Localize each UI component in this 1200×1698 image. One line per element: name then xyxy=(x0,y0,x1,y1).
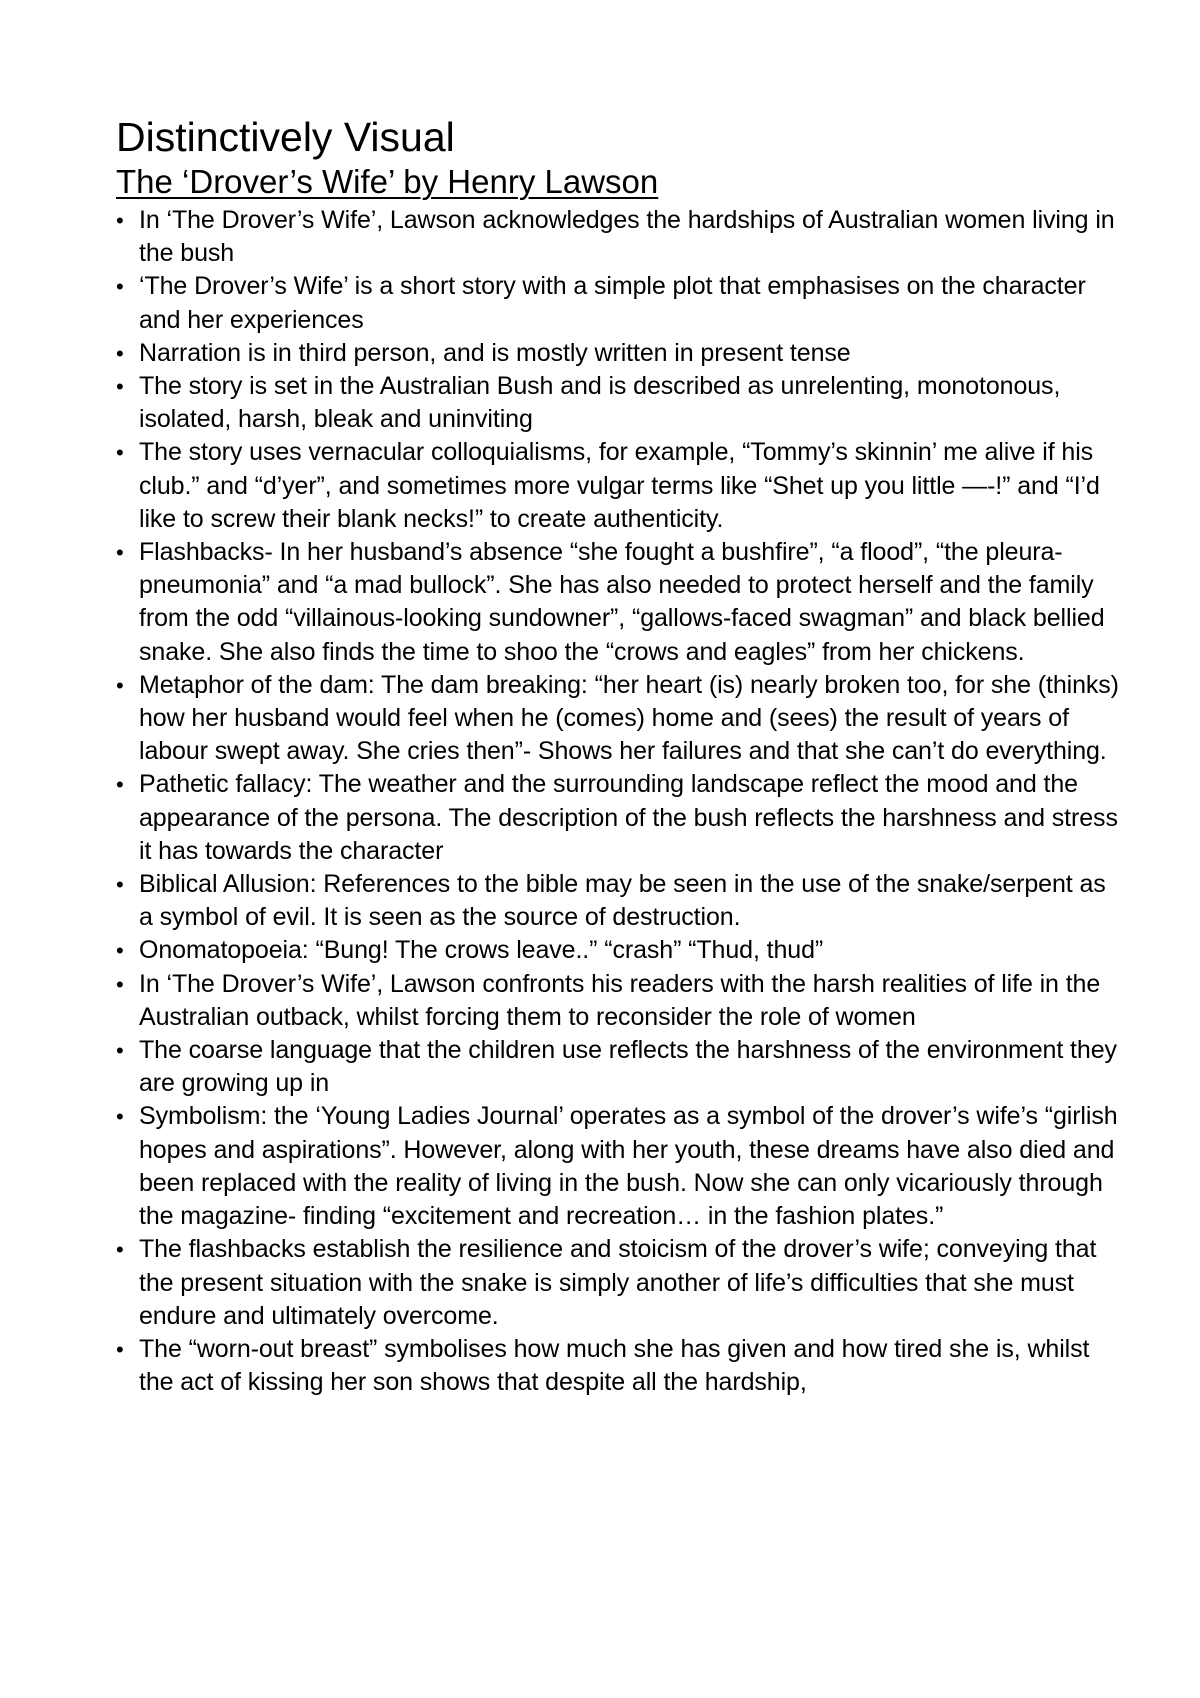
bullet-item: • Onomatopoeia: “Bung! The crows leave..” “crash” “Thud, thud” xyxy=(116,934,1126,967)
bullet-item: • ‘The Drover’s Wife’ is a short story with a simple plot that emphasises on the character and her experiences xyxy=(116,270,1126,336)
bullet-item: • In ‘The Drover’s Wife’, Lawson acknowledges the hardships of Australian women living in the bush xyxy=(116,204,1126,270)
bullet-item: • Pathetic fallacy: The weather and the surrounding landscape reflect the mood and the appearance of the persona. The description of the bush reflects the harshness and stress it has towards the character xyxy=(116,768,1126,868)
bullet-item: • The “worn-out breast” symbolises how much she has given and how tired she is, whilst the act of kissing her son shows that despite all the hardship, xyxy=(116,1333,1126,1399)
bullet-item: • In ‘The Drover’s Wife’, Lawson confronts his readers with the harsh realities of life in the Australian outback, whilst forcing them to reconsider the role of women xyxy=(116,968,1126,1034)
bullet-item: • Biblical Allusion: References to the bible may be seen in the use of the snake/serpent as a symbol of evil. It is seen as the source of destruction. xyxy=(116,868,1126,934)
bullet-item: • The story is set in the Australian Bush and is described as unrelenting, monotonous, isolated, harsh, bleak and uninviting xyxy=(116,370,1126,436)
document-page xyxy=(116,112,1126,1399)
document-subtitle: The ‘Drover’s Wife’ by Henry Lawson xyxy=(116,163,659,200)
bullet-item: • Symbolism: the ‘Young Ladies Journal’ operates as a symbol of the drover’s wife’s “girlish hopes and aspirations”. However, along with her youth, these dreams have also died and been replaced with the reality of living in the bush. Now she can only vicariously through the magazine- finding “excitement and recreation… in the fashion plates.” xyxy=(116,1100,1126,1233)
bullet-item: • Metaphor of the dam: The dam breaking: “her heart (is) nearly broken too, for she (thinks) how her husband would feel when he (comes) home and (sees) the result of years of labour swept away. She cries then”- Shows her failures and that she can’t do everything. xyxy=(116,669,1126,769)
bullet-item: • The story uses vernacular colloquialisms, for example, “Tommy’s skinnin’ me alive if his club.” and “d’yer”, and sometimes more vulgar terms like “Shet up you little —-!” and “I’d like to screw their blank necks!” to create authenticity. xyxy=(116,436,1126,536)
bullet-item: • Flashbacks- In her husband’s absence “she fought a bushfire”, “a flood”, “the pleura-pneumonia” and “a mad bullock”. She has also needed to protect herself and the family from the odd “villainous-looking sundowner”, “gallows-faced swagman” and black bellied snake. She also finds the time to shoo the “crows and eagles” from her chickens. xyxy=(116,536,1126,669)
bullet-item: • Narration is in third person, and is mostly written in present tense xyxy=(116,337,1126,370)
document-title: Distinctively Visual xyxy=(116,114,455,160)
bullet-list xyxy=(116,204,1126,1399)
bullet-item: • The coarse language that the children use reflects the harshness of the environment they are growing up in xyxy=(116,1034,1126,1100)
bullet-item: • The flashbacks establish the resilience and stoicism of the drover’s wife; conveying that the present situation with the snake is simply another of life’s difficulties that she must endure and ultimately overcome. xyxy=(116,1233,1126,1333)
